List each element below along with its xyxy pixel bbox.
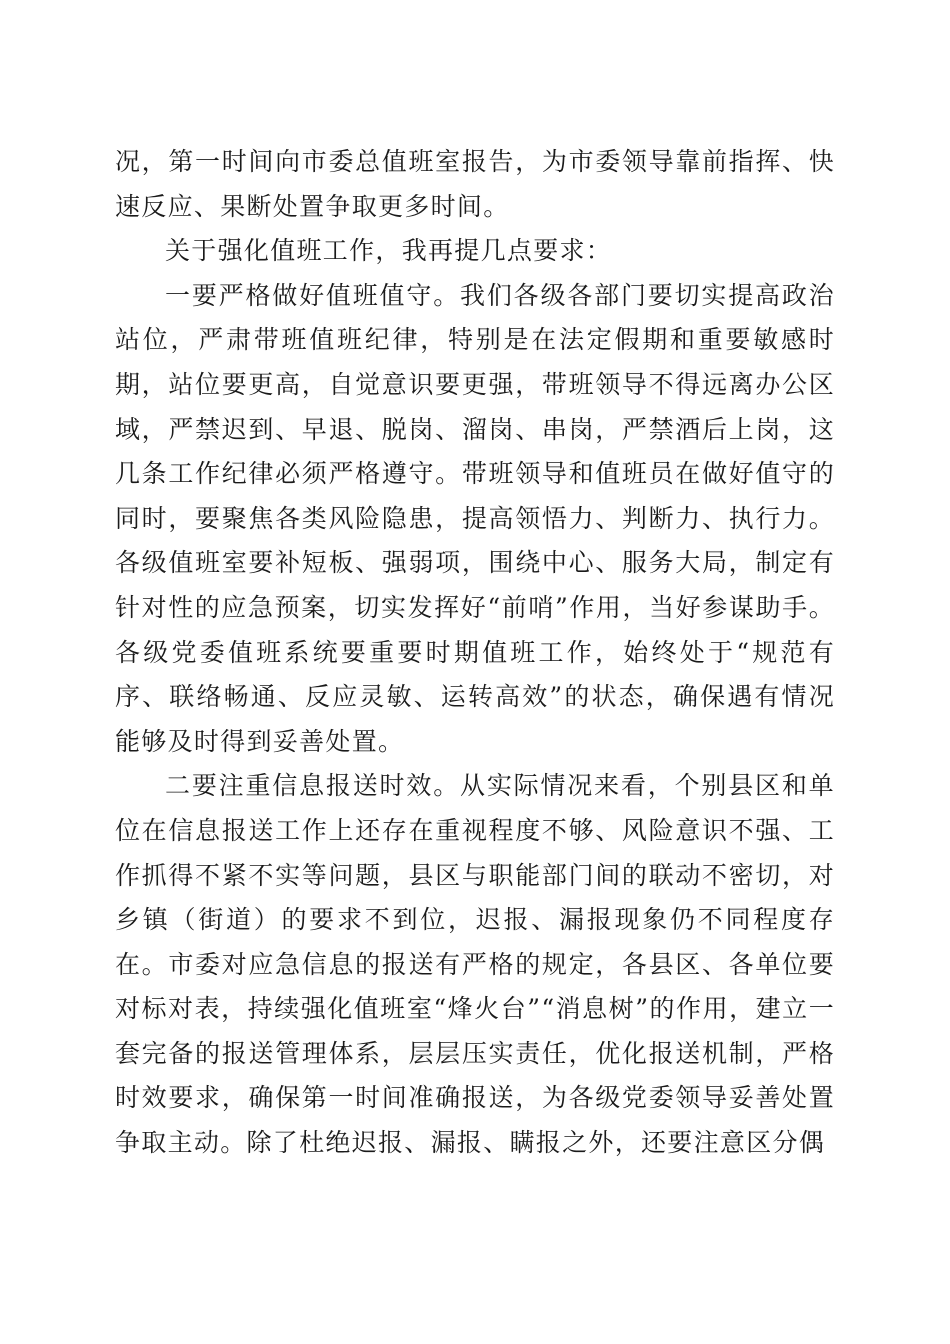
- paragraph-intro-requirements: 关于强化值班工作，我再提几点要求：: [165, 236, 613, 266]
- paragraph-requirement-1: 一要严格做好值班值守。我们各级各部门要切实提高政治站位，严肃带班值班纪律，特别是在法定假期和重要敏感时期，站位要更高，自觉意识要更强，带班领导不得远离办公区域，严禁迟到、早退、脱岗、溜岗、串岗，严禁酒后上岗，这几条工作纪律必须严格遵守。带班领导和值班员在做好值守的同时，要聚焦各类风险隐患，提高领悟力、判断力、执行力。各级值班室要补短板、强弱项，围绕中心、服务大局，制定有针对性的应急预案，切实发挥好“前哨”作用，当好参谋助手。各级党委值班系统要重要时期值班工作，始终处于“规范有序、联络畅通、反应灵敏、运转高效”的状态，确保遇有情况能够及时得到妥善处置。: [115, 280, 835, 756]
- paragraph-continuation: 况，第一时间向市委总值班室报告，为市委领导靠前指挥、快速反应、果断处置争取更多时间。: [115, 147, 835, 221]
- document-body: [115, 140, 835, 1166]
- paragraph-requirement-2: 二要注重信息报送时效。从实际情况来看，个别县区和单位在信息报送工作上还存在重视程度不够、风险意识不强、工作抓得不紧不实等问题，县区与职能部门间的联动不密切，对乡镇（街道）的要求不到位，迟报、漏报现象仍不同程度存在。市委对应急信息的报送有严格的规定，各县区、各单位要对标对表，持续强化值班室“烽火台”“消息树”的作用，建立一套完备的报送管理体系，层层压实责任，优化报送机制，严格时效要求，确保第一时间准确报送，为各级党委领导妥善处置争取主动。除了杜绝迟报、漏报、瞒报之外，还要注意区分偶: [115, 771, 835, 1158]
